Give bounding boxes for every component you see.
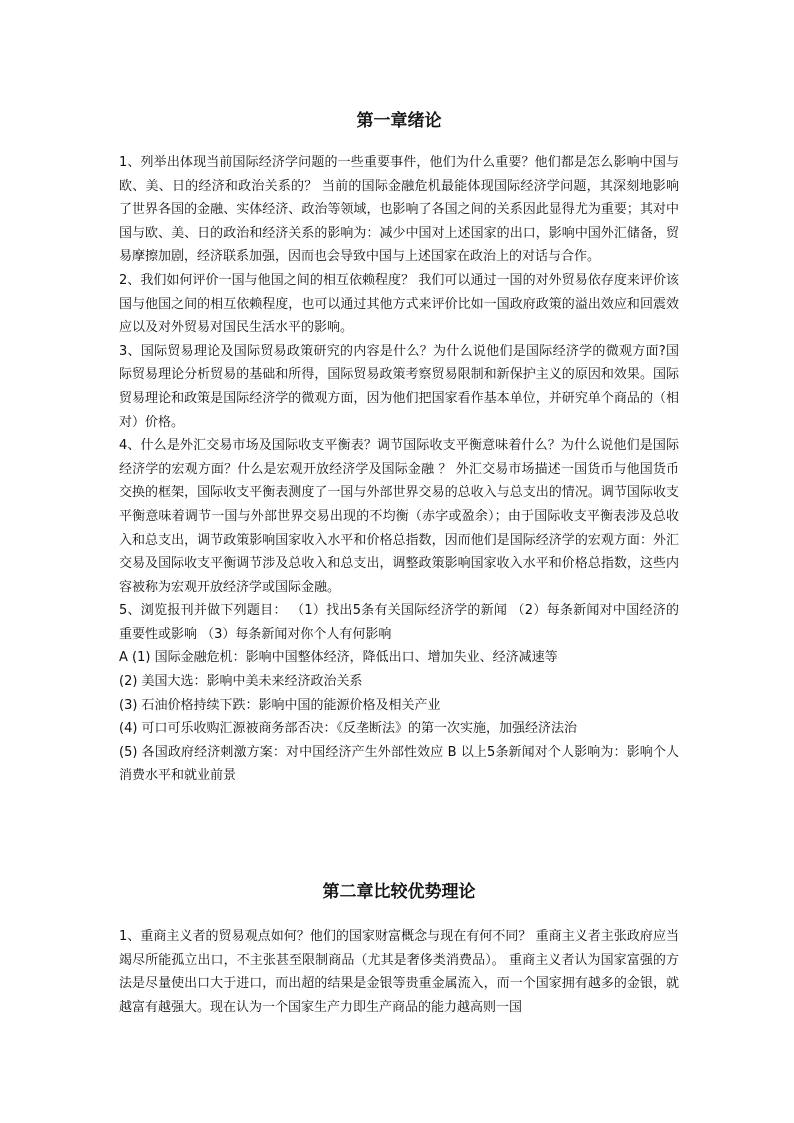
news-item-4: (4) 可口可乐收购汇源被商务部否决：《反垄断法》的第一次实施，加强经济法治 <box>119 721 578 737</box>
question-5: 5、浏览报刊并做下列题目： （1）找出5条有关国际经济学的新闻 （2）每条新闻对中国经济的重要性或影响 （3）每条新闻对你个人有何影响 <box>119 603 679 642</box>
chapter2-body <box>119 925 679 1019</box>
news-item-5: (5) 各国政府经济刺激方案：对中国经济产生外部性效应 B 以上5条新闻对个人影响为：影响个人消费水平和就业前景 <box>119 744 679 784</box>
question-3: 3、国际贸易理论及国际贸易政策研究的内容是什么？为什么说他们是国际经济学的微观方面?国际贸易理论分析贸易的基础和所得，国际贸易政策考察贸易限制和新保护主义的原因和效果。国际贸易理论和政策是国际经济学的微观方面，因为他们把国家看作基本单位，并研究单个商品的（相对）价格。 <box>119 343 679 430</box>
chapter2-question-1: 1、重商主义者的贸易观点如何？他们的国家财富概念与现在有何不同？ 重商主义者主张政府应当竭尽所能孤立出口，不主张甚至限制商品（尤其是奢侈类消费品）。 重商主义者认为国家富强的方法是尽量使出口大于进口，而出超的结果是金银等贵重金属流入，而一个国家拥有越多的金银，就越富有越强大。现在认为一个国家生产力即生产商品的能力越高则一国 <box>119 929 679 1015</box>
news-item-3: (3) 石油价格持续下跌：影响中国的能源价格及相关产业 <box>119 697 441 713</box>
question-4: 4、什么是外汇交易市场及国际收支平衡表？调节国际收支平衡意味着什么？为什么说他们是国际经济学的宏观方面？什么是宏观开放经济学及国际金融 ？ 外汇交易市场描述一国货币与他国货币交换的框架，国际收支平衡表测度了一国与外部世界交易的总收入与总支出的情况。调节国际收支平衡意味着调节一国与外部世界交易出现的不均衡（赤字或盈余）；由于国际收支平衡表涉及总收入和总支出，调节政策影响国家收入水平和价格总指数，因而他们是国际经济学的宏观方面：外汇交易及国际收支平衡调节涉及总收入和总支出，调整政策影响国家收入水平和价格总指数，这些内容被称为宏观开放经济学或国际金融。 <box>119 438 679 595</box>
news-item-2: (2) 美国大选：影响中美未来经济政治关系 <box>119 674 363 690</box>
news-item-1: A (1) 国际金融危机：影响中国整体经济，降低出口、增加失业、经济减速等 <box>119 650 558 666</box>
question-1: 1、列举出体现当前国际经济学问题的一些重要事件，他们为什么重要？他们都是怎么影响中国与欧、美、日的经济和政治关系的？ 当前的国际金融危机最能体现国际经济学问题，其深刻地影响了世界各国的金融、实体经济、政治等领域，也影响了各国之间的关系因此显得尤为重要；其对中国与欧、美、日的政治和经济关系的影响为：减少中国对上述国家的出口，影响中国外汇储备，贸易摩擦加剧，经济联系加强，因而也会导致中国与上述国家在政治上的对话与合作。 <box>119 155 679 265</box>
chapter1-title: 第一章绪论 <box>356 111 442 131</box>
question-2: 2、我们如何评价一国与他国之间的相互依赖程度？ 我们可以通过一国的对外贸易依存度来评价该国与他国之间的相互依赖程度，也可以通过其他方式来评价比如一国政府政策的溢出效应和回震效应以及对外贸易对国民生活水平的影响。 <box>119 272 679 336</box>
chapter1-body <box>119 151 679 788</box>
chapter2-title: 第二章比较优势理论 <box>322 882 476 902</box>
